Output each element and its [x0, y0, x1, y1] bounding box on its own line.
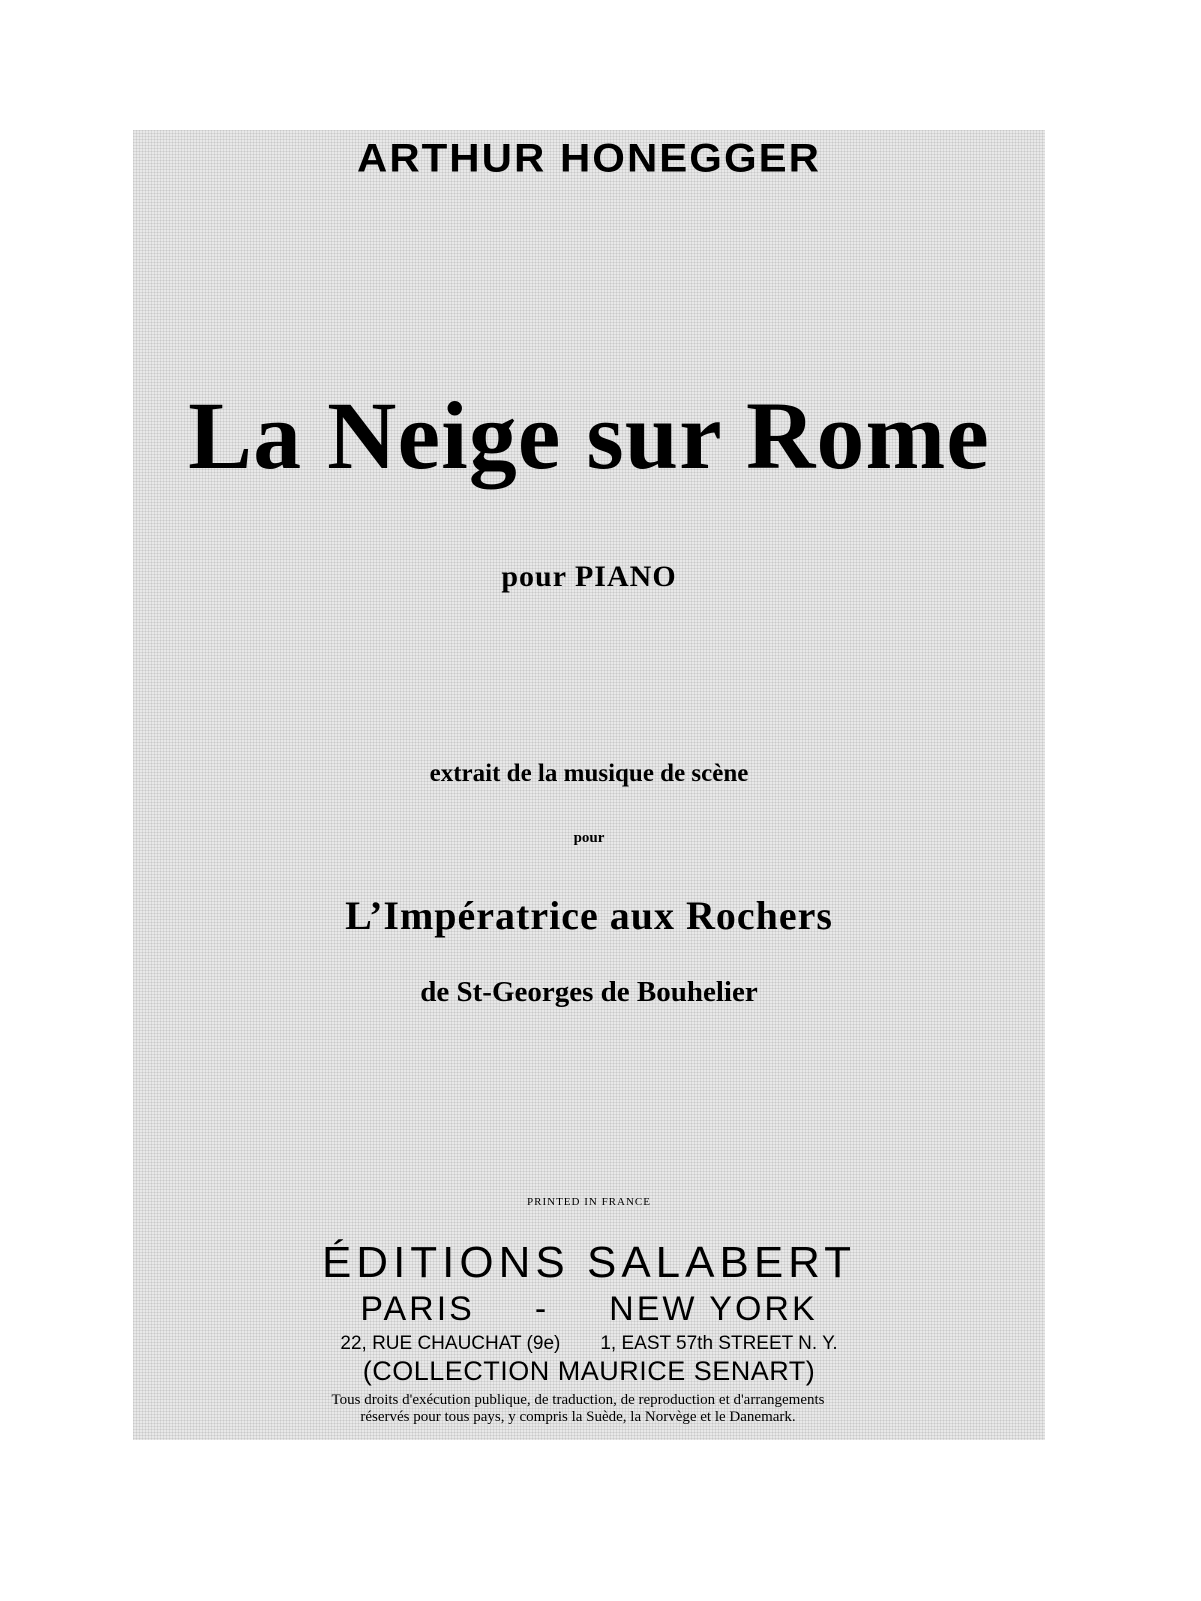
city-paris: PARIS [360, 1290, 475, 1328]
pour-connector: pour [573, 830, 605, 846]
rights-notice: Tous droits d'exécution publique, de traduction, de reproduction et d'arrangements réservés pour tous pays, y compris la Suède, la Norvège et le Danemark. [331, 1392, 825, 1425]
address-new-york: 1, EAST 57th STREET N. Y. [600, 1333, 838, 1354]
play-author: de St-Georges de Bouhelier [420, 976, 758, 1008]
play-title: L’Impératrice aux Rochers [345, 893, 833, 938]
city-new-york: NEW YORK [609, 1290, 818, 1328]
collection-name: (COLLECTION MAURICE SENART) [362, 1356, 816, 1386]
title-page [133, 130, 1045, 1440]
address-paris: 22, RUE CHAUCHAT (9e) [340, 1333, 561, 1354]
extract-note: extrait de la musique de scène [429, 760, 749, 787]
publisher-cities [133, 1290, 1045, 1329]
instrumentation: pour PIANO [501, 560, 677, 593]
printed-in-france: PRINTED IN FRANCE [527, 1196, 651, 1208]
composer-name: ARTHUR HONEGGER [356, 135, 821, 180]
publisher-name: ÉDITIONS SALABERT [321, 1238, 857, 1287]
work-title: La Neige sur Rome [188, 382, 990, 489]
publisher-addresses [133, 1333, 1045, 1355]
city-separator: - [534, 1290, 550, 1328]
